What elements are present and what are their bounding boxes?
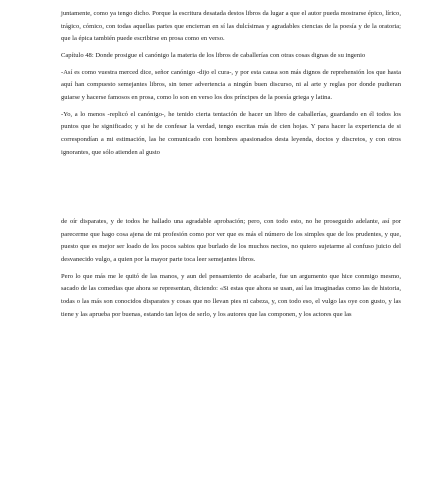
paragraph-argumento: Pero lo que más me le quitó de las manos, y aun del pensamiento de acabarle, fue un argumento que hice conmigo mesmo, sacado de las comedias que ahora se representan, diciendo: «Si estas que ahora se usan, así las imaginadas como las de historia, todas o las más son conocidos disparates y cosas que no llevan pies ni cabeza, y, con todo eso, el vulgo las oye con gusto, y las tiene y las aprueba por buenas, estando tan lejos de serlo, y los autores que las componen, y los actores que las — [61, 272, 401, 318]
paragraph-canonigo: -Yo, a lo menos -replicó el canónigo-, he tenido cierta tentación de hacer un libro de caballerías, guardando en él todos los puntos que he significado; y si he de confesar la verdad, tengo escritas más de cien hojas. Y para hacer la experiencia de si correspondían a mi estimación, las he comunicado con hombres apasionados desta leyenda, doctos y discretos, y con otros ignorantes, que sólo atienden al gusto — [61, 110, 401, 156]
chapter-heading: Capítulo 48: Donde prosigue el canónigo la materia de los libros de caballerías con otras cosas dignas de su ingenio — [61, 51, 366, 59]
document-page — [61, 8, 401, 325]
paragraph-continuation: juntamente, como ya tengo dicho. Porque la escritura desatada destos libros da lugar a que el autor pueda mostrarse épico, lírico, trágico, cómico, con todas aquellas partes que encierran en sí las dulcísimas y agradables ciencias de la poesía y de la oratoria; que la épica también puede escribirse en prosa como en verso. — [61, 10, 401, 43]
paragraph-cura: -Así es como vuestra merced dice, señor canónigo -dijo el cura-, y por esta causa son más dignos de reprehensión los que hasta aquí han compuesto semejantes libros, sin tener advertencia a ningún buen discurso, ni al arte y reglas por donde pudieran guiarse y hacerse famosos en prosa, como lo son en verso los dos príncipes de la poesía griega y latina. — [61, 68, 401, 101]
page-break-gap — [61, 163, 401, 216]
paragraph-disparates: de oír disparates, y de todos he hallado una agradable aprobación; pero, con todo esto, no he proseguido adelante, así por parecerme que hago cosa ajena de mi profesión como por ver que es más el número de los simples que de los prudentes, y que, puesto que es mejor ser loado de los pocos sabios que burlado de los muchos necios, no quiero sujetarme al confuso juicio del desvanecido vulgo, a quien por la mayor parte toca leer semejantes libros. — [61, 218, 401, 264]
